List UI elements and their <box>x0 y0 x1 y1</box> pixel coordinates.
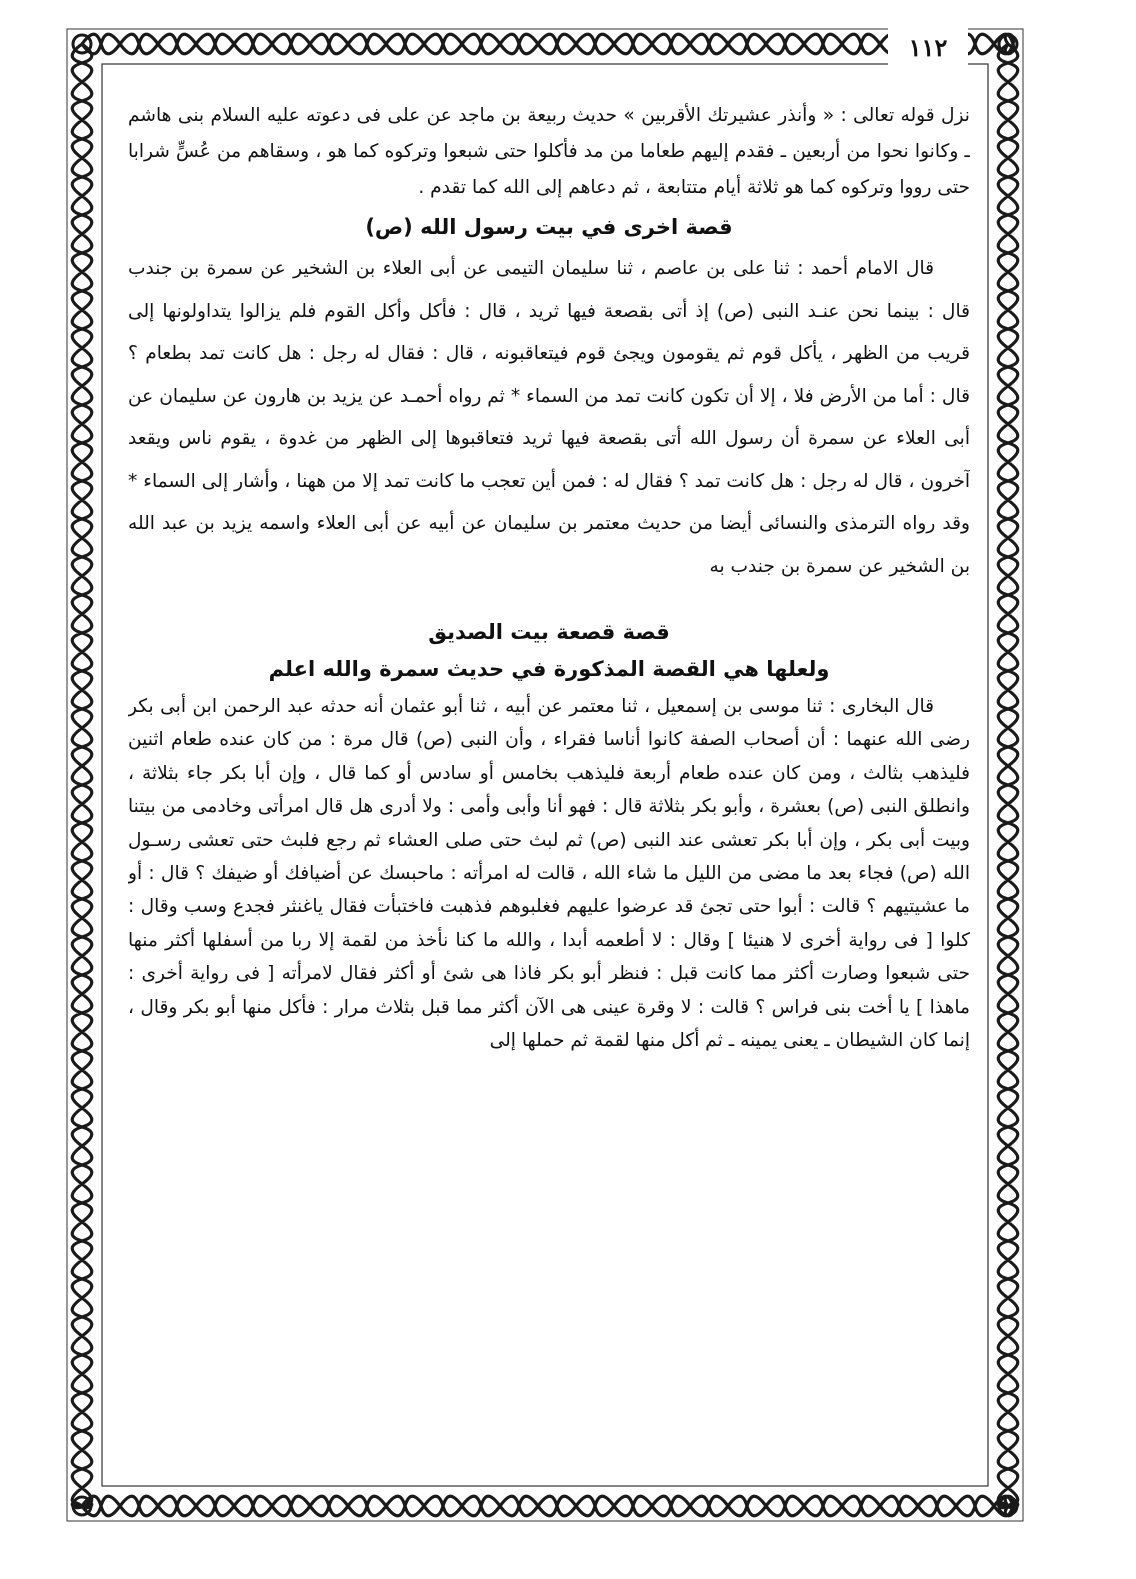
hadith-paragraph-bukhari: قال البخارى : ثنا موسى بن إسمعيل ، ثنا معتمر عن أبيه ، ثنا أبو عثمان أنه حدثه عبد الرحمن ابن أبى بكر رضى الله عنهما : أن أصحاب الصفة كانوا أناسا فقراء ، وأن النبى (ص) قال مرة : من كان عنده طعام اثنين فليذهب بثالث ، ومن كان عنده طعام أربعة فليذهب بخامس أو سادس أو كما قال ، وإن أبا بكر جاء بثلاثة ، وانطلق النبى (ص) بعشرة ، وأبو بكر بثلاثة قال : فهو أنا وأبى وأمى : ولا أدرى هل قال امرأتى وخادمى من بيتنا وبيت أبى بكر ، وإن أبا بكر تعشى عند النبى (ص) ثم لبث حتى صلى العشاء ثم رجع فلبث حتى تعشى رسـول الله (ص) فجاء بعد ما مضى من الليل ما شاء الله ، قالت له امرأته : ماحبسك عن أضيافك أو ضيفك ؟ قال : أو ما عشيتيهم ؟ قالت : أبوا حتى تجئ قد عرضوا عليهم فغلبوهم فذهبت فاختبأت فقال ياغنثر فجدع وسب وقال : كلوا [ فى رواية أخرى لا هنيئا ] وقال : لا أطعمه أبدا ، والله ما كنا نأخذ من لقمة إلا ربا من أسفلها أكثر منها حتى شبعوا وصارت أكثر مما كانت قبل : فنظر أبو بكر فاذا هى شئ أو أكثر فقال لامرأته [ فى رواية أخرى : ماهذا ] يا أخت بنى فراس ؟ قالت : لا وقرة عينى هى الآن أكثر مما قبل بثلاث مرار : فأكل منها أبو بكر وقال ، إنما كان الشيطان ـ يعنى يمينه ـ ثم أكل منها لقمة ثم حملها إلى <box>128 696 970 1052</box>
hadith-paragraph-samura: قال الامام أحمد : ثنا على بن عاصم ، ثنا سليمان التيمى عن أبى العلاء بن الشخير عن سمرة بن جندب قال : بينما نحن عنـد النبى (ص) إذ أتى بقصعة فيها ثريد ، قال : فأكل وأكل القوم فلم يزالوا يتداولونها إلى قريب من الظهر ، يأكل قوم ثم يقومون ويجئ قوم فيتعاقبونه ، قال : فقال له رجل : هل كانت تمد بطعام ؟ قال : أما من الأرض فلا ، إلا أن تكون كانت تمد من السماء * ثم رواه أحمـد عن يزيد بن هارون عن سليمان عن أبى العلاء عن سمرة أن رسول الله أتى بقصعة فيها ثريد فتعاقبوها إلى الظهر من غدوة ، يقوم ناس ويقعد آخرون ، قال له رجل : هل كانت تمد ؟ فقال له : فمن أين تعجب ما كانت تمد إلا من ههنا ، وأشار إلى السماء * وقد رواه الترمذى والنسائى أيضا من حديث معتمر بن سليمان عن أبيه عن أبى العلاء واسمه يزيد بن عبد الله بن الشخير عن سمرة بن جندب به <box>128 258 970 577</box>
section-heading-siddiq-bowl: قصة قصعة بيت الصديق <box>428 620 670 644</box>
page-number: ١١٢ <box>888 28 968 68</box>
opening-paragraph: نزل قوله تعالى : « وأنذر عشيرتك الأقربين » حديث ربيعة بن ماجد عن على فى دعوته عليه السلام بنى هاشم ـ وكانوا نحوا من أربعين ـ فقدم إليهم طعاما من مد فأكلوا حتى شبعوا وتركوه كما هو ، وسقاهم من عُسٍّ شرابا حتى رووا وتركوه كما هو ثلاثة أيام متتابعة ، ثم دعاهم إلى الله كما تقدم . <box>128 105 970 198</box>
section-heading-another-story: قصة اخرى في بيت رسول الله (ص) <box>365 215 733 239</box>
page-body <box>128 98 970 1493</box>
section-subheading: ولعلها هي القصة المذكورة في حديث سمرة والله اعلم <box>268 657 830 681</box>
